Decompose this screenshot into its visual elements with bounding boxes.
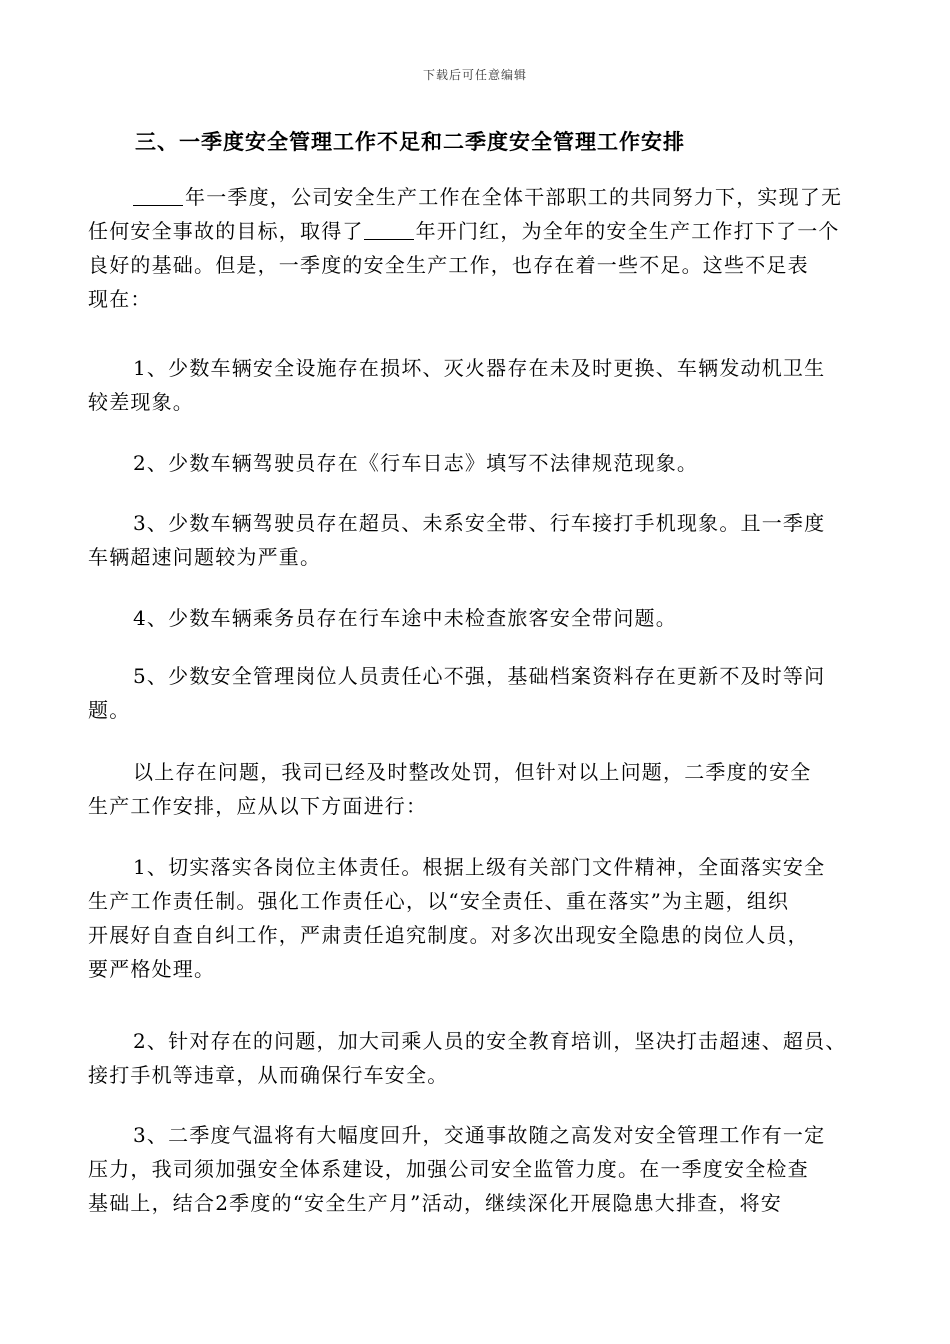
text-line: 5、少数安全管理岗位人员责任心不强，基础档案资料存在更新不及时等问	[133, 664, 826, 688]
text-line: 3、二季度气温将有大幅度回升，交通事故随之高发对安全管理工作有一定	[133, 1123, 826, 1147]
text-line: 2、少数车辆驾驶员存在《行车日志》填写不法律规范现象。	[133, 451, 699, 475]
paragraph-issue-3	[88, 506, 878, 574]
text-line: 4、少数车辆乘务员存在行车途中未检查旅客安全带问题。	[133, 606, 677, 630]
paragraph-plan-3	[88, 1118, 878, 1220]
text-line: 基础上，结合2季度的“安全生产月”活动，继续深化开展隐患大排查，将安	[88, 1191, 782, 1215]
paragraph-issue-2	[88, 446, 878, 480]
text-line: 较差现象。	[88, 390, 194, 414]
paragraph-issue-1	[88, 351, 878, 419]
text-line: 题。	[88, 698, 131, 722]
page-header: 下载后可任意编辑	[422, 68, 527, 82]
text-line: 生产工作责任制。强化工作责任心，以“安全责任、重在落实”为主题，组织	[88, 889, 790, 913]
text-line: 现在：	[88, 287, 152, 311]
text-line: 压力，我司须加强安全体系建设，加强公司安全监管力度。在一季度安全检查	[88, 1157, 809, 1181]
paragraph-issue-4	[88, 601, 878, 635]
text-line: 车辆超速问题较为严重。	[88, 545, 322, 569]
section-title: 三、一季度安全管理工作不足和二季度安全管理工作安排	[135, 130, 685, 154]
paragraph-intro	[88, 180, 878, 316]
text-line: 良好的基础。但是，一季度的安全生产工作，也存在着一些不足。这些不足表	[88, 253, 809, 277]
text-line: 生产工作安排，应从以下方面进行：	[88, 794, 428, 818]
text-line: 1、切实落实各岗位主体责任。根据上级有关部门文件精神，全面落实安全	[133, 855, 826, 879]
paragraph-issue-5	[88, 659, 878, 727]
paragraph-plan-2	[88, 1024, 878, 1092]
text-line: 年一季度，公司安全生产工作在全体干部职工的共同努力下，实现了无	[88, 180, 878, 214]
text-line: 要严格处理。	[88, 957, 216, 981]
text-line: 2、针对存在的问题，加大司乘人员的安全教育培训，坚决打击超速、超员、	[133, 1029, 847, 1053]
paragraph-summary	[88, 755, 878, 823]
text-line: 以上存在问题，我司已经及时整改处罚，但针对以上问题，二季度的安全	[133, 760, 812, 784]
blank-underline	[364, 217, 414, 240]
text-line: 开展好自查自纠工作，严肃责任追究制度。对多次出现安全隐患的岗位人员，	[88, 923, 809, 947]
paragraph-plan-1	[88, 850, 878, 986]
blank-underline	[133, 183, 183, 206]
text-line: 任何安全事故的目标，取得了 年开门红，为全年的安全生产工作打下了一个	[88, 219, 840, 243]
text-line: 3、少数车辆驾驶员存在超员、未系安全带、行车接打手机现象。且一季度	[133, 511, 826, 535]
text-line: 1、少数车辆安全设施存在损坏、灭火器存在未及时更换、车辆发动机卫生	[133, 356, 826, 380]
text-line: 接打手机等违章，从而确保行车安全。	[88, 1063, 449, 1087]
